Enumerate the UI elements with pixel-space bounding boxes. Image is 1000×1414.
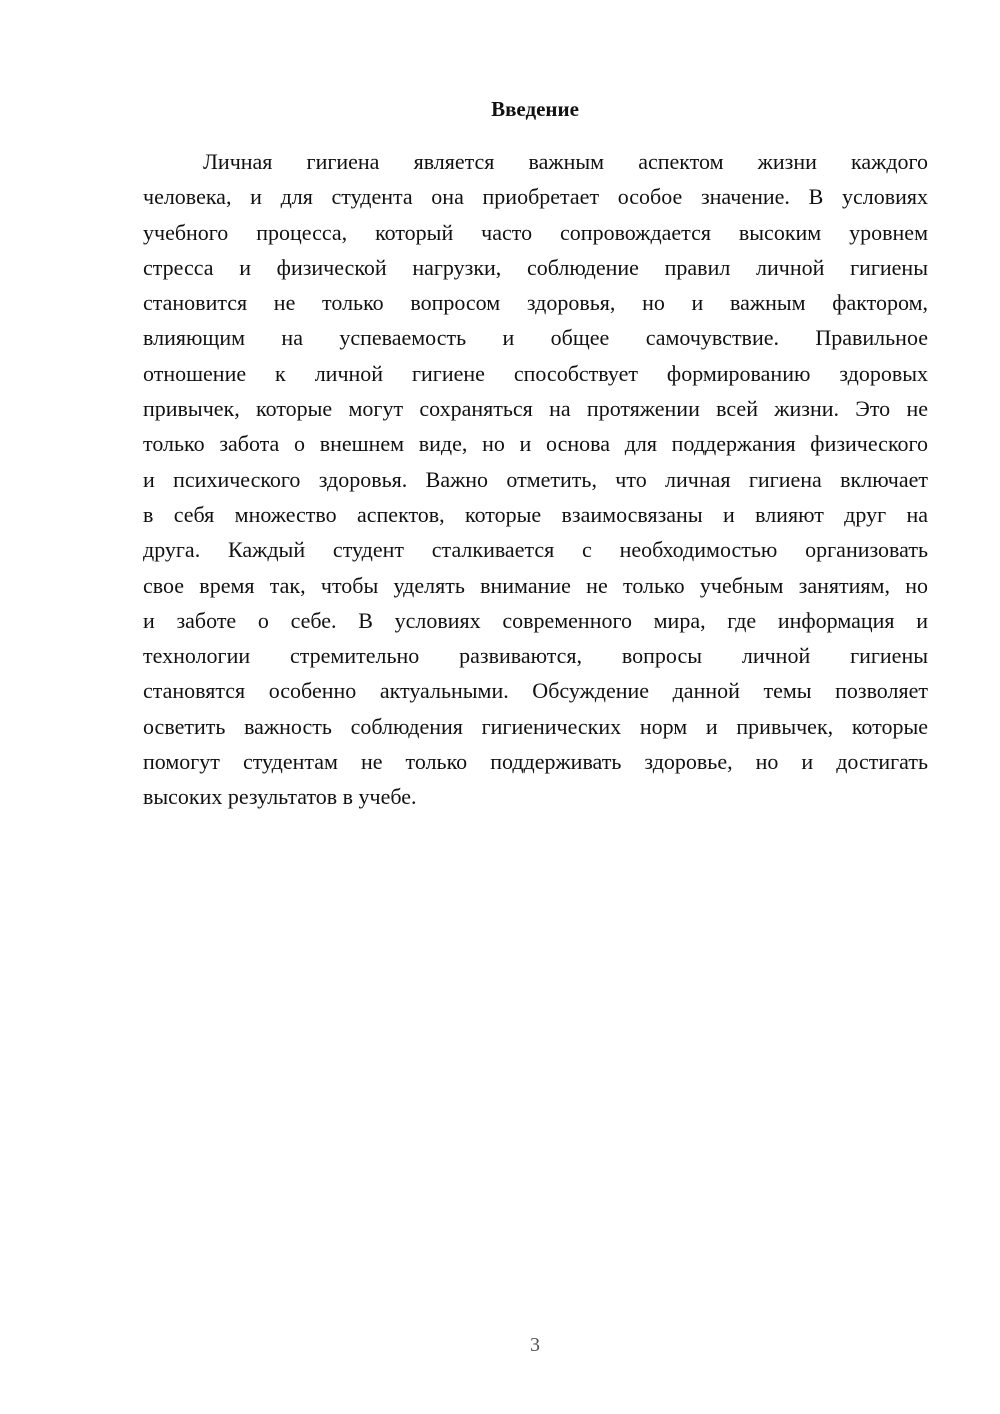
paragraph-line: высоких результатов в учебе. xyxy=(143,784,417,810)
paragraph-line: учебного процесса, который часто сопровождается высоким уровнем xyxy=(143,219,928,245)
page-title: Введение xyxy=(491,97,579,121)
paragraph-line: становятся особенно актуальными. Обсуждение данной темы позволяет xyxy=(143,678,928,704)
paragraph-line: свое время так, чтобы уделять внимание не только учебным занятиям, но xyxy=(143,572,928,598)
paragraph-line: только забота о внешнем виде, но и основа для поддержания физического xyxy=(143,431,928,457)
intro-paragraph xyxy=(143,144,928,815)
paragraph-line: и психического здоровья. Важно отметить, что личная гигиена включает xyxy=(143,466,928,492)
paragraph-line: влияющим на успеваемость и общее самочувствие. Правильное xyxy=(143,325,928,351)
paragraph-line: становится не только вопросом здоровья, но и важным фактором, xyxy=(143,290,928,316)
paragraph-line: человека, и для студента она приобретает особое значение. В условиях xyxy=(143,184,928,210)
paragraph-line: друга. Каждый студент сталкивается с необходимостью организовать xyxy=(143,537,928,563)
paragraph-line: привычек, которые могут сохраняться на протяжении всей жизни. Это не xyxy=(143,396,928,422)
paragraph-line: осветить важность соблюдения гигиенических норм и привычек, которые xyxy=(143,713,928,739)
paragraph-line: и заботе о себе. В условиях современного мира, где информация и xyxy=(143,607,928,633)
paragraph-line: стресса и физической нагрузки, соблюдение правил личной гигиены xyxy=(143,254,928,280)
paragraph-line: отношение к личной гигиене способствует формированию здоровых xyxy=(143,360,928,386)
paragraph-line: в себя множество аспектов, которые взаимосвязаны и влияют друг на xyxy=(143,501,928,527)
paragraph-line: технологии стремительно развиваются, вопросы личной гигиены xyxy=(143,643,928,669)
page-number: 3 xyxy=(530,1334,540,1356)
paragraph-line: Личная гигиена является важным аспектом жизни каждого xyxy=(203,149,928,174)
paragraph-line: помогут студентам не только поддерживать здоровье, но и достигать xyxy=(143,749,928,775)
